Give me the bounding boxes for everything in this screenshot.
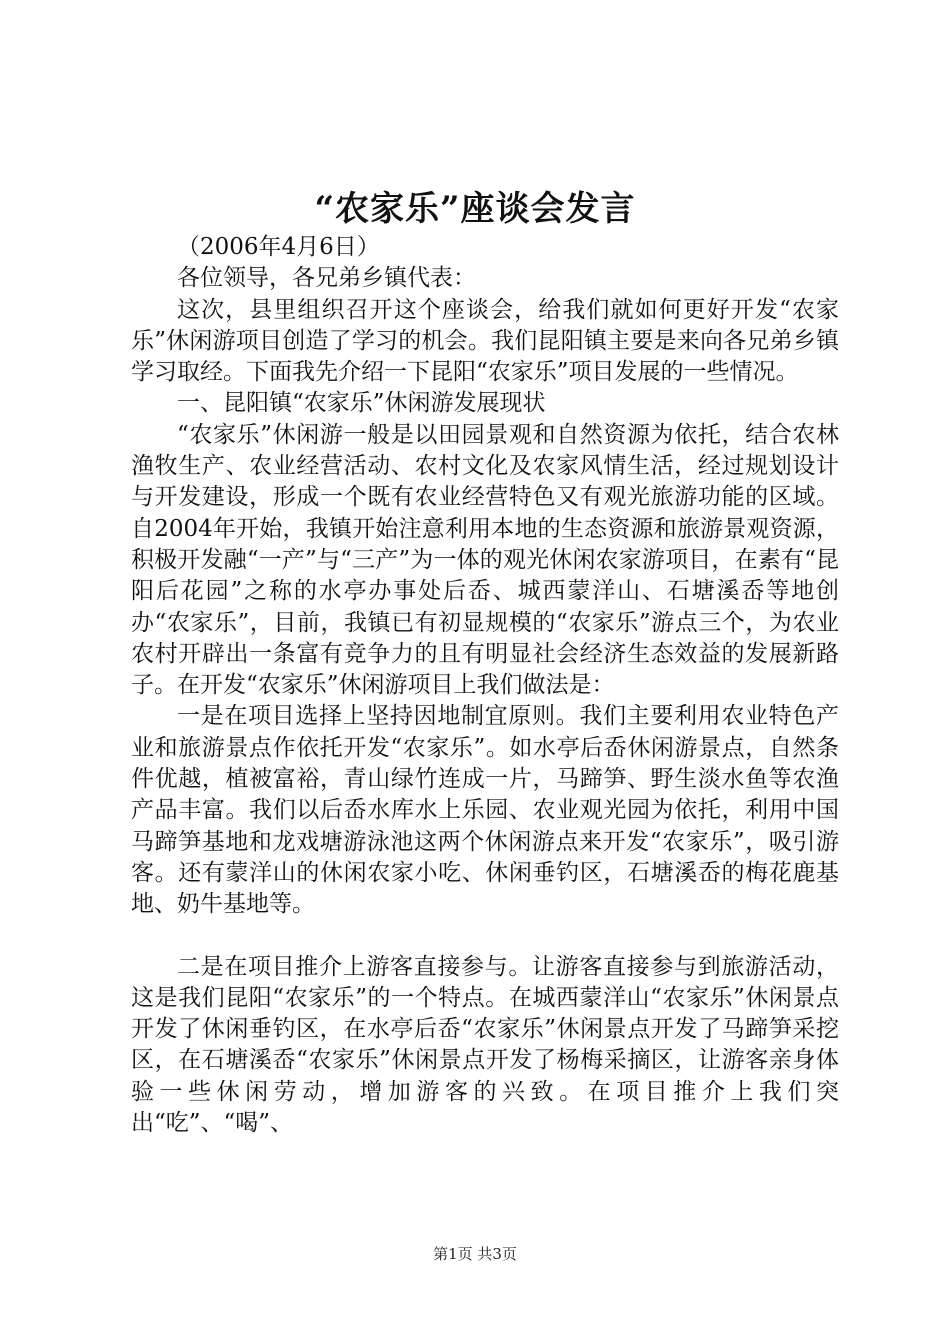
salutation: 各位领导，各兄弟乡镇代表：	[177, 265, 476, 292]
paragraph-point-two: 二是在项目推介上游客直接参与。让游客直接参与到旅游活动，这是我们昆阳“农家乐”的一个特点。在城西蒙洋山“农家乐”休闲景点开发了休闲垂钓区，在水亭后岙“农家乐”休闲景点开发了马蹄笋采挖区，在石塘溪岙“农家乐”休闲景点开发了杨梅采摘区，让游客亲身体验一些休闲劳动，增加游客的兴致。在项目推介上我们突出“吃”、“喝”、	[131, 953, 839, 1137]
document-title: “农家乐”座谈会发言	[314, 189, 636, 229]
document-date: （2006年4月6日）	[177, 234, 380, 260]
paragraph-status: “农家乐”休闲游一般是以田园景观和自然资源为依托，结合农林渔牧生产、农业经营活动、农村文化及农家风情生活，经过规划设计与开发建设，形成一个既有农业经营特色又有观光旅游功能的区域。自2004年开始，我镇开始注意利用本地的生态资源和旅游景观资源，积极开发融“一产”与“三产”为一体的观光休闲农家游项目，在素有“昆阳后花园”之称的水亭办事处后岙、城西蒙洋山、石塘溪岙等地创办“农家乐”，目前，我镇已有初显规模的“农家乐”游点三个，为农业农村开辟出一条富有竞争力的且有明显社会经济生态效益的发展新路子。在开发“农家乐”休闲游项目上我们做法是：	[131, 421, 839, 699]
paragraph-intro: 这次，县里组织召开这个座谈会，给我们就如何更好开发“农家乐”休闲游项目创造了学习的机会。我们昆阳镇主要是来向各兄弟乡镇学习取经。下面我先介绍一下昆阳“农家乐”项目发展的一些情况。	[131, 296, 839, 386]
paragraph-point-one: 一是在项目选择上坚持因地制宜原则。我们主要利用农业特色产业和旅游景点作依托开发“农家乐”。如水亭后岙休闲游景点，自然条件优越，植被富裕，青山绿竹连成一片，马蹄笋、野生淡水鱼等农渔产品丰富。我们以后岙水库水上乐园、农业观光园为依托，利用中国马蹄笋基地和龙戏塘游泳池这两个休闲游点来开发“农家乐”，吸引游客。还有蒙洋山的休闲农家小吃、休闲垂钓区，石塘溪岙的梅花鹿基地、奶牛基地等。	[131, 703, 839, 918]
section-heading: 一、昆阳镇“农家乐”休闲游发展现状	[177, 390, 546, 417]
page-footer: 第1页 共3页	[433, 1245, 517, 1263]
document-body	[131, 232, 839, 1139]
